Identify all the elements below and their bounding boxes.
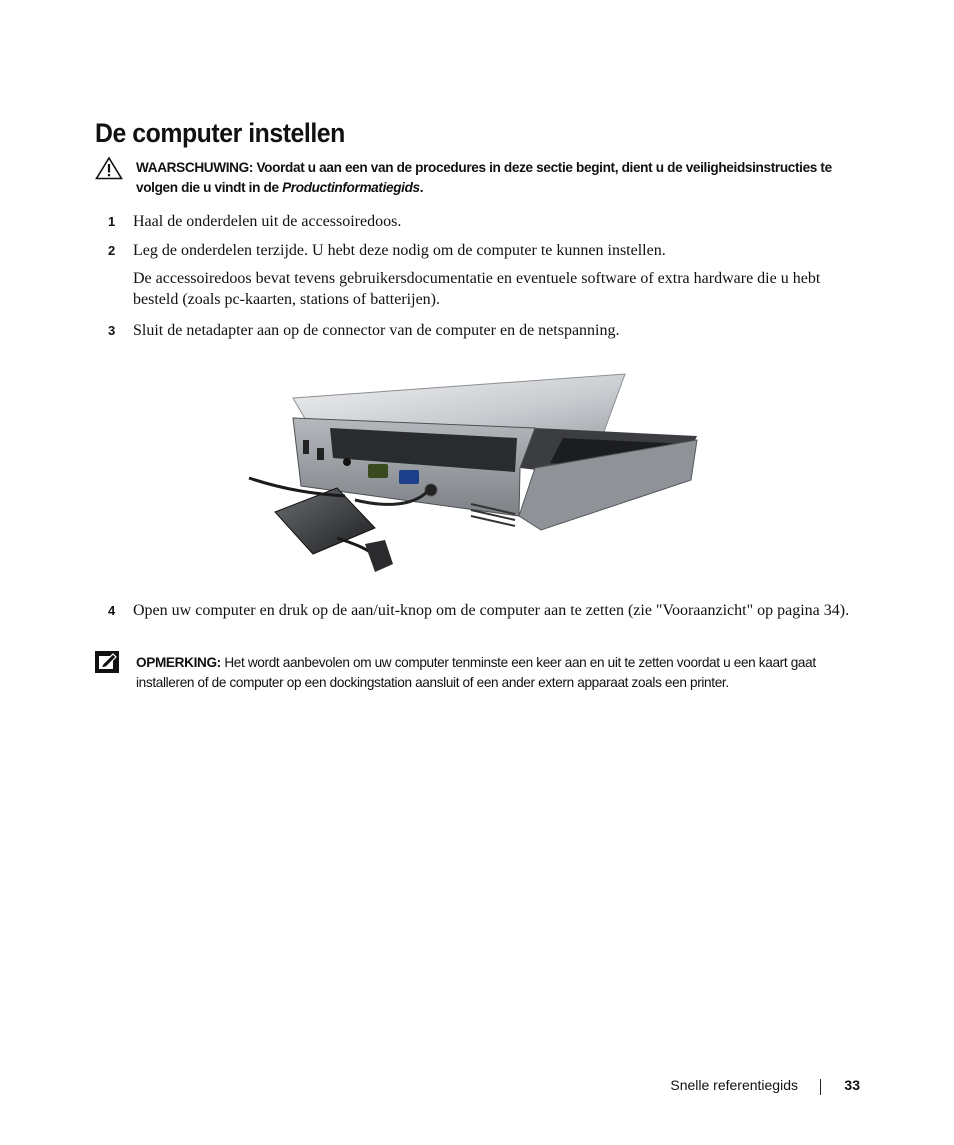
page-title: De computer instellen: [95, 118, 345, 148]
step-text: Haal de onderdelen uit de accessoiredoos.: [133, 213, 402, 230]
footer-guide-title: Snelle referentiegids: [670, 1077, 798, 1093]
warning-text: Voordat u aan een van de procedures in deze sectie begint, dient u de veiligheidsinstructies te volgen die u vindt in de: [136, 160, 832, 195]
step-number: 3: [108, 323, 116, 338]
note-text: Het wordt aanbevolen om uw computer tenminste een keer aan en uit te zetten voordat u een kaart gaat installeren of de computer op een dockingstation aansluit of een ander extern apparaat zoals een printer.: [136, 655, 816, 690]
step-number: 2: [108, 243, 116, 258]
note-pencil-icon: [95, 651, 119, 679]
laptop-adapter-illustration: [245, 368, 705, 580]
step-2-detail: De accessoiredoos bevat tevens gebruikersdocumentatie en eventuele software of extra hardware die u hebt besteld (zoals pc-kaarten, stations of batterijen).: [133, 270, 821, 308]
step-number: 1: [108, 214, 116, 229]
doc-title: Productinformatiegids: [282, 180, 420, 195]
footer-separator: [820, 1079, 821, 1095]
page-number: 33: [844, 1077, 860, 1093]
step-text: Sluit de netadapter aan op de connector van de computer en de netspanning.: [133, 322, 620, 339]
warning-end: .: [419, 180, 424, 195]
note-label: OPMERKING:: [136, 655, 221, 670]
step-text: Leg de onderdelen terzijde. U hebt deze nodig om de computer te kunnen instellen.: [133, 242, 666, 259]
step-number: 4: [108, 603, 116, 618]
warning-label: WAARSCHUWING:: [136, 160, 254, 175]
warning-triangle-icon: [95, 156, 123, 186]
step-text: Open uw computer en druk op de aan/uit-knop om de computer aan te zetten (zie "Vooraanzicht" op pagina 34).: [133, 602, 850, 619]
